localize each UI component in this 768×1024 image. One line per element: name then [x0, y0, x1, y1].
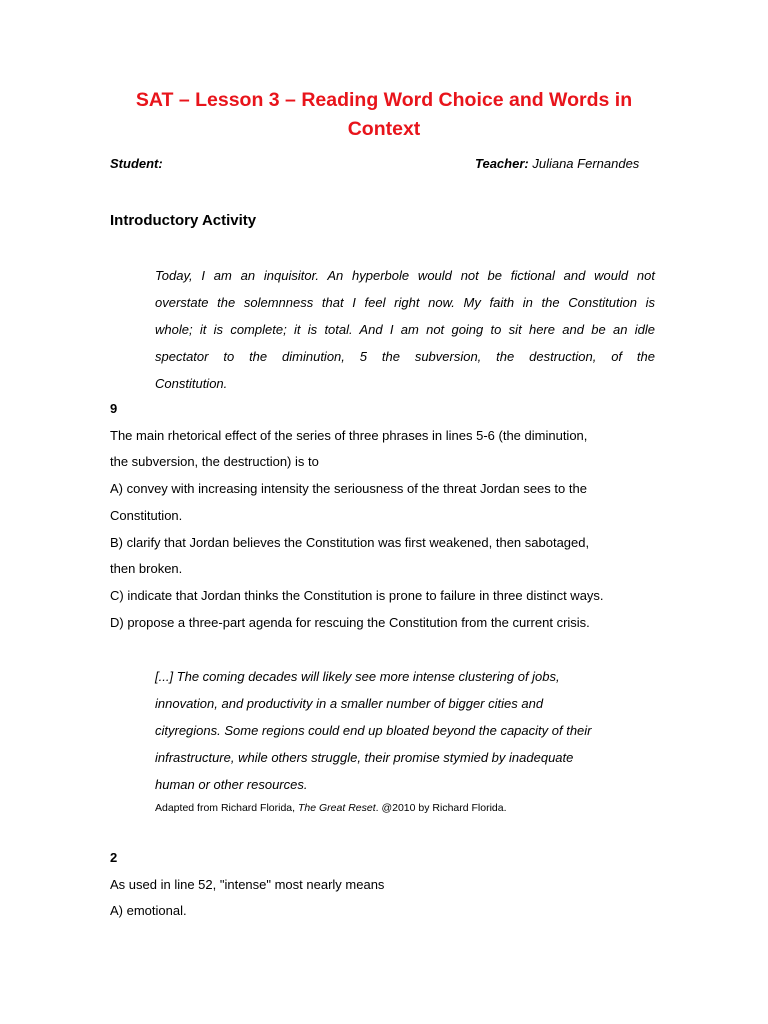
source-citation	[155, 800, 507, 816]
student-teacher-row	[110, 155, 650, 173]
teacher-info	[475, 155, 639, 173]
source-suffix: . @2010 by Richard Florida.	[375, 802, 507, 814]
answer-option-d: D) propose a three-part agenda for rescuing the Constitution from the current crisis.	[110, 614, 590, 630]
answer-option-a: A) convey with increasing intensity the seriousness of the threat Jordan sees to the	[110, 481, 587, 497]
passage-1-line: overstate the solemnness that I feel right now. My faith in the Constitution is	[155, 295, 655, 310]
teacher-label: Teacher:	[475, 156, 529, 171]
answer-option-a: A) emotional.	[110, 903, 187, 919]
page-title-line-1: SAT – Lesson 3 – Reading Word Choice and Words in	[135, 89, 633, 111]
passage-2-line: [...] The coming decades will likely see more intense clustering of jobs,	[155, 669, 560, 684]
answer-option-c: C) indicate that Jordan thinks the Constitution is prone to failure in three distinct ways.	[110, 587, 604, 603]
question-number: 9	[110, 401, 118, 416]
passage-2-line: infrastructure, while others struggle, their promise stymied by inadequate	[155, 750, 574, 765]
passage-1-line: Today, I am an inquisitor. An hyperbole would not be fictional and would not	[155, 268, 655, 283]
question-number: 2	[110, 850, 118, 865]
teacher-name: Juliana Fernandes	[532, 156, 640, 171]
passage-2-line: innovation, and productivity in a smaller number of bigger cities and	[155, 696, 544, 711]
passage-2	[155, 663, 655, 798]
passage-1	[155, 262, 655, 397]
answer-option-a-cont: Constitution.	[110, 507, 183, 523]
passage-1-line: Constitution.	[155, 376, 228, 391]
question-stem-line: the subversion, the destruction) is to	[110, 454, 319, 470]
passage-2-line: human or other resources.	[155, 777, 308, 792]
passage-2-line: cityregions. Some regions could end up bloated beyond the capacity of their	[155, 723, 592, 738]
question-stem-line: The main rhetorical effect of the series of three phrases in lines 5-6 (the diminution,	[110, 427, 588, 443]
source-work-title: The Great Reset	[298, 802, 376, 814]
passage-1-line: whole; it is complete; it is total. And I am not going to sit here and be an idle	[155, 322, 655, 337]
page-title-line-2: Context	[347, 118, 421, 140]
question-2	[110, 845, 650, 925]
question-stem-line: As used in line 52, "intense" most nearly means	[110, 876, 385, 892]
source-prefix: Adapted from Richard Florida,	[155, 802, 296, 814]
answer-option-b: B) clarify that Jordan believes the Constitution was first weakened, then sabotaged,	[110, 534, 590, 550]
student-label: Student:	[110, 156, 163, 171]
section-heading: Introductory Activity	[110, 212, 257, 229]
page-title	[60, 86, 708, 144]
answer-option-b-cont: then broken.	[110, 561, 183, 577]
question-9	[110, 396, 650, 636]
passage-1-line: spectator to the diminution, 5 the subversion, the destruction, of the	[155, 349, 655, 364]
